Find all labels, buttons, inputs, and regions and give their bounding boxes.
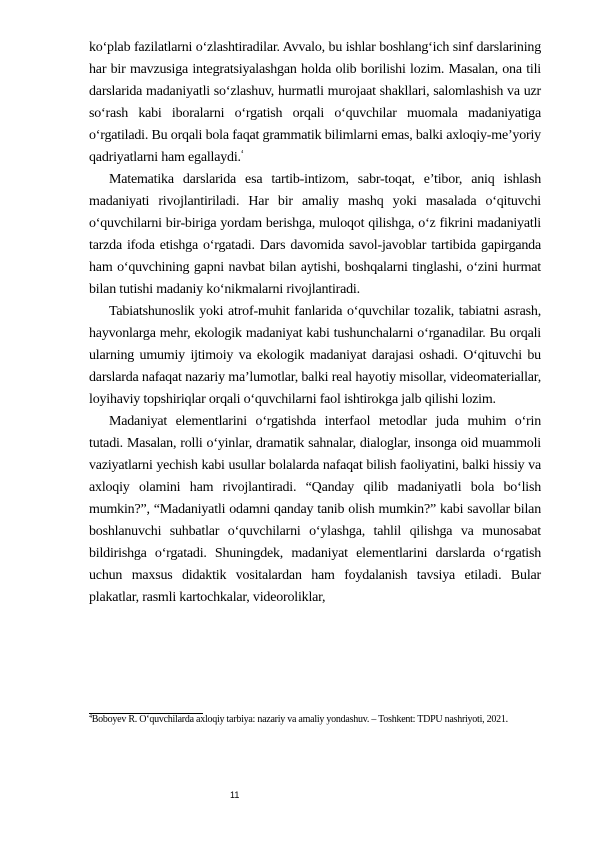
page-number: 11 (230, 790, 240, 800)
paragraph-2: Matematika darslarida esa tartib-intizom, sabr-toqat, e’tibor, aniq ishlash madaniyati rivojlantiriladi. Har bir amaliy mashq yoki masalada o‘qituvchi o‘quvchilarni bir-biriga yordam berishga, muloqot qilishga, o‘z fikrini madaniyatli tarzda ifoda etishga o‘rgatadi. Dars davomida savol-javoblar tartibida gapirganda ham o‘quvchining gapni navbat bilan aytishi, boshqalarni tinglashi, o‘zini hurmat bilan tutishi madaniy ko‘nikmalarni rivojlantiradi. (89, 171, 541, 297)
footnote-reference: ⁴ (240, 148, 244, 157)
footnote-text: Boboyev R. O‘quvchilarda axloqiy tarbiya: nazariy va amaliy yondashuv. – Toshkent: TDPU nashriyoti, 2021. (91, 714, 508, 725)
body-text (89, 37, 541, 609)
paragraph-1-text: ko‘plab fazilatlarni o‘zlashtiradilar. Avvalo, bu ishlar boshlang‘ich sinf darslarining har bir mavzusiga integratsiyalashgan holda olib borilishi lozim. Masalan, ona tili darslarida madaniyatli so‘zlashuv, hurmatli murojaat shakllari, salomlashish va uzr so‘rash kabi iboralarni o‘rgatish orqali o‘quvchilar muomala madaniyatiga o‘rgatiladi. Bu orqali bola faqat grammatik bilimlarni emas, balki axloqiy-me’yoriy qadriyatlarni ham egallaydi. (89, 39, 541, 165)
paragraph-3: Tabiatshunoslik yoki atrof-muhit fanlarida o‘quvchilar tozalik, tabiatni asrash, hayvonlarga mehr, ekologik madaniyat kabi tushunchalarni o‘rganadilar. Bu orqali ularning umumiy ijtimoiy va ekologik madaniyat darajasi oshadi. O‘qituvchi bu darslarda nafaqat nazariy ma’lumotlar, balki real hayotiy misollar, videomateriallar, loyihaviy topshiriqlar orqali o‘quvchilarni faol ishtirokga jalb qilishi lozim. (89, 303, 541, 407)
footnote-mark: 4 (89, 714, 92, 720)
footnote (89, 714, 559, 726)
paragraph-4: Madaniyat elementlarini o‘rgatishda interfaol metodlar juda muhim o‘rin tutadi. Masalan, rolli o‘yinlar, dramatik sahnalar, dialoglar, insonga oid muammoli vaziyatlarni yechish kabi usullar bolalarda nafaqat bilish faoliyatini, balki hissiy va axloqiy olamini ham rivojlantiradi. “Qanday qilib madaniyatli bola bo‘lish mumkin?”, “Madaniyatli odamni qanday tanib olish mumkin?” kabi savollar bilan boshlanuvchi suhbatlar o‘quvchilarni o‘ylashga, tahlil qilishga va munosabat bildirishga o‘rgatadi. Shuningdek, madaniyat elementlarini darslarda o‘rgatish uchun maxsus didaktik vositalardan ham foydalanish tavsiya etiladi. Bular plakatlar, rasmli kartochkalar, videoroliklar, (89, 413, 541, 605)
paragraph-1 (89, 37, 541, 169)
